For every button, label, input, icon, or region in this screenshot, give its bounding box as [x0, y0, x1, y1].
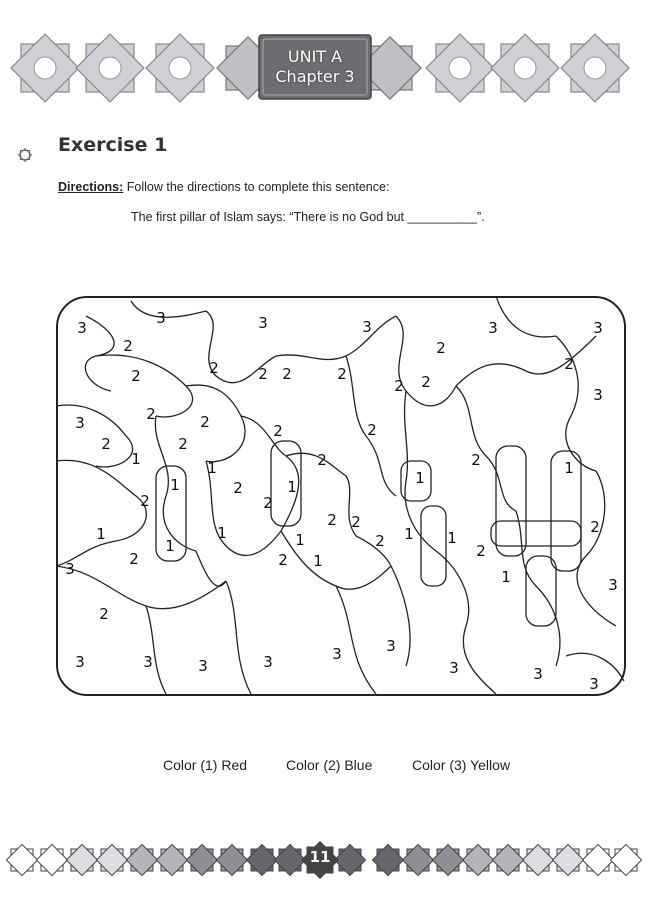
puzzle-number: 3: [533, 665, 543, 683]
puzzle-number: 1: [564, 459, 574, 477]
exercise-title: Exercise 1: [58, 134, 168, 156]
puzzle-number: 2: [101, 435, 111, 453]
puzzle-number: 1: [131, 450, 141, 468]
puzzle-number: 3: [608, 576, 618, 594]
puzzle-number: 3: [449, 659, 459, 677]
puzzle-number: 2: [564, 355, 574, 373]
puzzle-number: 2: [273, 422, 283, 440]
puzzle-number: 3: [332, 645, 342, 663]
puzzle-number: 2: [200, 413, 210, 431]
puzzle-number: 2: [476, 542, 486, 560]
puzzle-number: 3: [386, 637, 396, 655]
directions-text: Follow the directions to complete this sentence:: [126, 180, 390, 194]
puzzle-number: 2: [146, 405, 156, 423]
puzzle-number: 2: [282, 365, 292, 383]
puzzle-number: 3: [488, 319, 498, 337]
page-number: 11: [309, 848, 331, 866]
puzzle-number: 3: [589, 675, 599, 693]
puzzle-number: 1: [287, 478, 297, 496]
puzzle-number: 2: [375, 532, 385, 550]
puzzle-number: 3: [143, 653, 153, 671]
puzzle-number: 2: [317, 451, 327, 469]
puzzle-number: 2: [278, 551, 288, 569]
puzzle-number: 2: [99, 605, 109, 623]
unit-banner: [255, 33, 375, 101]
puzzle-number: 2: [421, 373, 431, 391]
puzzle-number: 2: [471, 451, 481, 469]
chapter-title: Chapter 3: [275, 67, 355, 86]
puzzle-number: 1: [165, 537, 175, 555]
puzzle-number: 3: [77, 319, 87, 337]
color-by-number-puzzle: [56, 296, 626, 696]
puzzle-number: 1: [501, 568, 511, 586]
puzzle-number: 1: [96, 525, 106, 543]
puzzle-number: 1: [207, 459, 217, 477]
puzzle-number: 2: [327, 511, 337, 529]
puzzle-number: 2: [178, 435, 188, 453]
legend-red: Color (1) Red: [163, 757, 248, 773]
puzzle-number: 3: [156, 309, 166, 327]
puzzle-number: 3: [198, 657, 208, 675]
puzzle-number: 2: [263, 494, 273, 512]
puzzle-number: 1: [295, 531, 305, 549]
puzzle-number: 2: [129, 550, 139, 568]
puzzle-number: 1: [447, 529, 457, 547]
puzzle-number: 1: [415, 469, 425, 487]
puzzle-number: 2: [436, 339, 446, 357]
puzzle-number: 3: [362, 318, 372, 336]
puzzle-number: 2: [367, 421, 377, 439]
puzzle-number: 2: [131, 367, 141, 385]
puzzle-number: 2: [351, 513, 361, 531]
puzzle-number: 1: [404, 525, 414, 543]
puzzle-number: 2: [337, 365, 347, 383]
legend-blue: Color (2) Blue: [286, 757, 373, 773]
pillar-sentence: The first pillar of Islam says: “There is no God but __________”.: [131, 210, 485, 224]
puzzle-number: 3: [258, 314, 268, 332]
legend-yellow: Color (3) Yellow: [412, 757, 511, 773]
directions-label: Directions:: [58, 180, 124, 194]
puzzle-number: 2: [233, 479, 243, 497]
directions: [58, 180, 389, 194]
puzzle-number: 1: [313, 552, 323, 570]
puzzle-number: 1: [217, 524, 227, 542]
puzzle-number: 2: [140, 492, 150, 510]
puzzle-number: 3: [593, 386, 603, 404]
puzzle-number: 3: [75, 414, 85, 432]
puzzle-number: 2: [123, 337, 133, 355]
puzzle-number: 2: [258, 365, 268, 383]
puzzle-number: 3: [263, 653, 273, 671]
puzzle-number: 3: [65, 560, 75, 578]
puzzle-number: 3: [75, 653, 85, 671]
exercise-star-icon: [18, 148, 32, 162]
unit-title: UNIT A: [287, 47, 343, 66]
puzzle-number: 1: [170, 476, 180, 494]
puzzle-number: 2: [394, 377, 404, 395]
puzzle-number: 3: [593, 319, 603, 337]
puzzle-number: 2: [590, 518, 600, 536]
puzzle-number: 2: [209, 359, 219, 377]
